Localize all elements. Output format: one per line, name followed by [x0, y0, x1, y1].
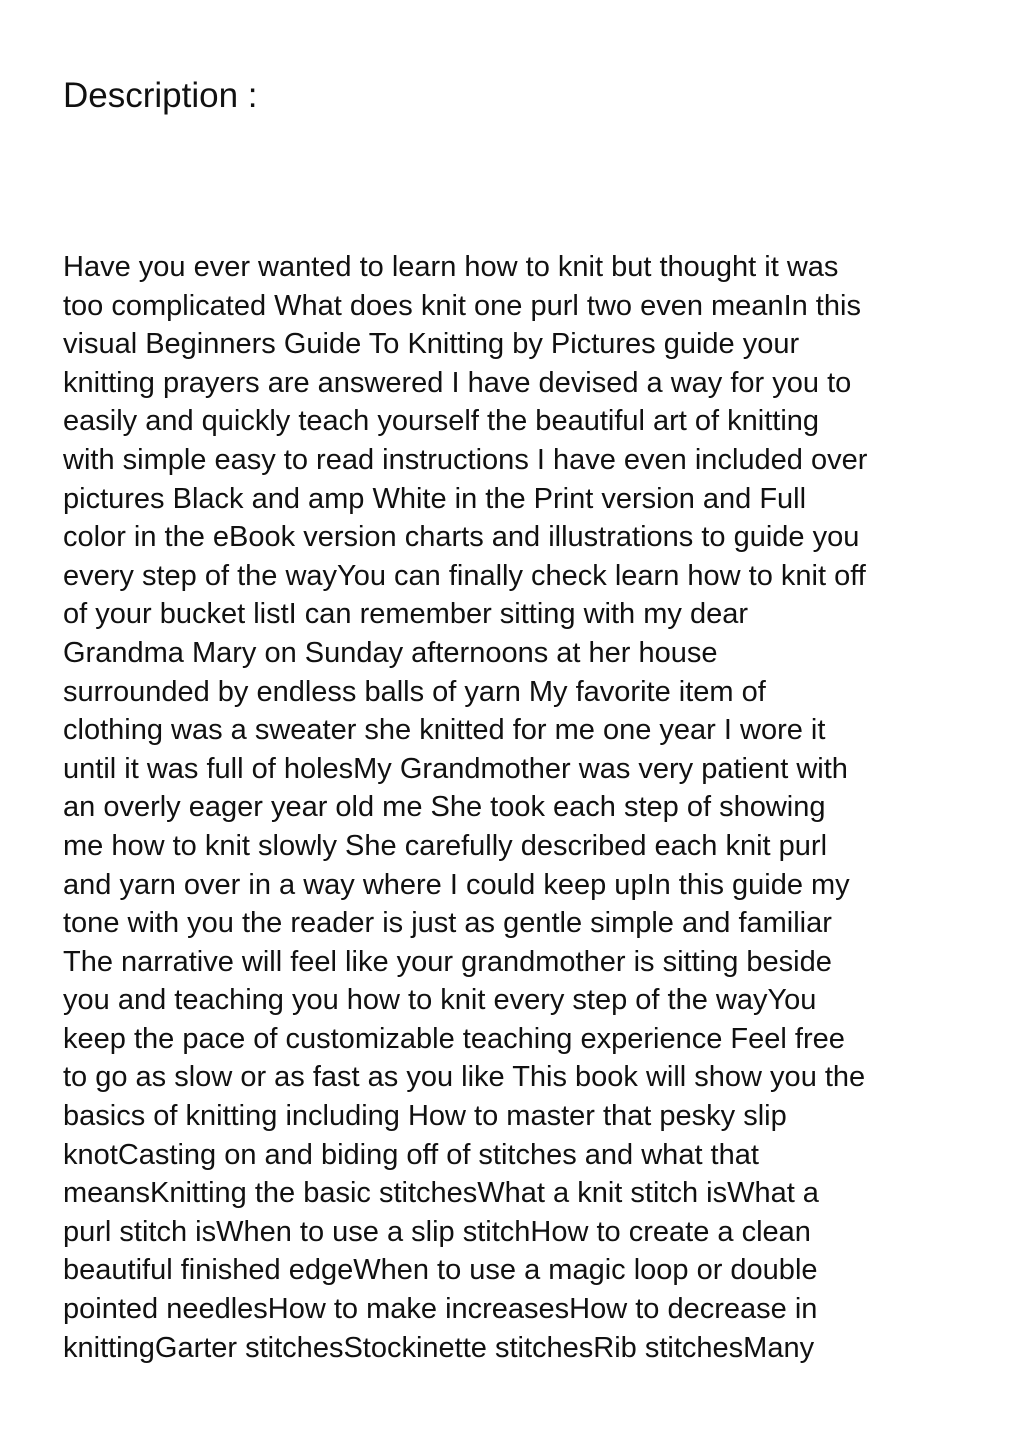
body-text-line: tone with you the reader is just as gentle simple and familiar [63, 907, 832, 940]
body-text-line: color in the eBook version charts and illustrations to guide you [63, 521, 860, 554]
body-text-line: keep the pace of customizable teaching experience Feel free [63, 1022, 845, 1055]
body-text-line: basics of knitting including How to master that pesky slip [63, 1100, 787, 1133]
body-text-line: Grandma Mary on Sunday afternoons at her house [63, 636, 718, 669]
body-text-line: with simple easy to read instructions I have even included over [63, 443, 868, 476]
body-text-line: surrounded by endless balls of yarn My favorite item of [63, 675, 766, 708]
body-text-line: of your bucket listI can remember sitting with my dear [63, 598, 748, 631]
body-text-line: until it was full of holesMy Grandmother was very patient with [63, 752, 848, 785]
body-text-line: me how to knit slowly She carefully described each knit purl [63, 829, 828, 862]
body-text-line: The narrative will feel like your grandmother is sitting beside [63, 945, 832, 978]
body-text-line: visual Beginners Guide To Knitting by Pictures guide your [63, 328, 800, 361]
body-text-line: knotCasting on and biding off of stitches and what that [63, 1138, 759, 1171]
body-text-line: and yarn over in a way where I could keep upIn this guide my [63, 868, 850, 901]
body-text-line: you and teaching you how to knit every step of the wayYou [63, 984, 817, 1017]
body-text-line: Have you ever wanted to learn how to knit but thought it was [63, 251, 839, 283]
body-text-line: pointed needlesHow to make increasesHow to decrease in [63, 1293, 818, 1326]
body-text-line: to go as slow or as fast as you like This book will show you the [63, 1061, 866, 1094]
body-text-line: pictures Black and amp White in the Print version and Full [63, 482, 807, 515]
body-text-line: easily and quickly teach yourself the beautiful art of knitting [63, 405, 820, 438]
body-text-line: knitting prayers are answered I have devised a way for you to [63, 366, 852, 399]
body-text-line: every step of the wayYou can finally check learn how to knit off [63, 559, 866, 592]
body-text-line: purl stitch isWhen to use a slip stitchHow to create a clean [63, 1215, 811, 1248]
body-text-line: clothing was a sweater she knitted for me one year I wore it [63, 714, 826, 747]
description-body [63, 248, 993, 1367]
body-text-line: knittingGarter stitchesStockinette stitchesRib stitchesMany [63, 1331, 815, 1364]
body-text-line: beautiful finished edgeWhen to use a magic loop or double [63, 1254, 818, 1287]
body-text-line: meansKnitting the basic stitchesWhat a knit stitch isWhat a [63, 1177, 819, 1210]
description-heading: Description : [63, 76, 258, 115]
body-text-line: an overly eager year old me She took each step of showing [63, 791, 826, 824]
body-text-line: too complicated What does knit one purl two even meanIn this [63, 289, 861, 322]
